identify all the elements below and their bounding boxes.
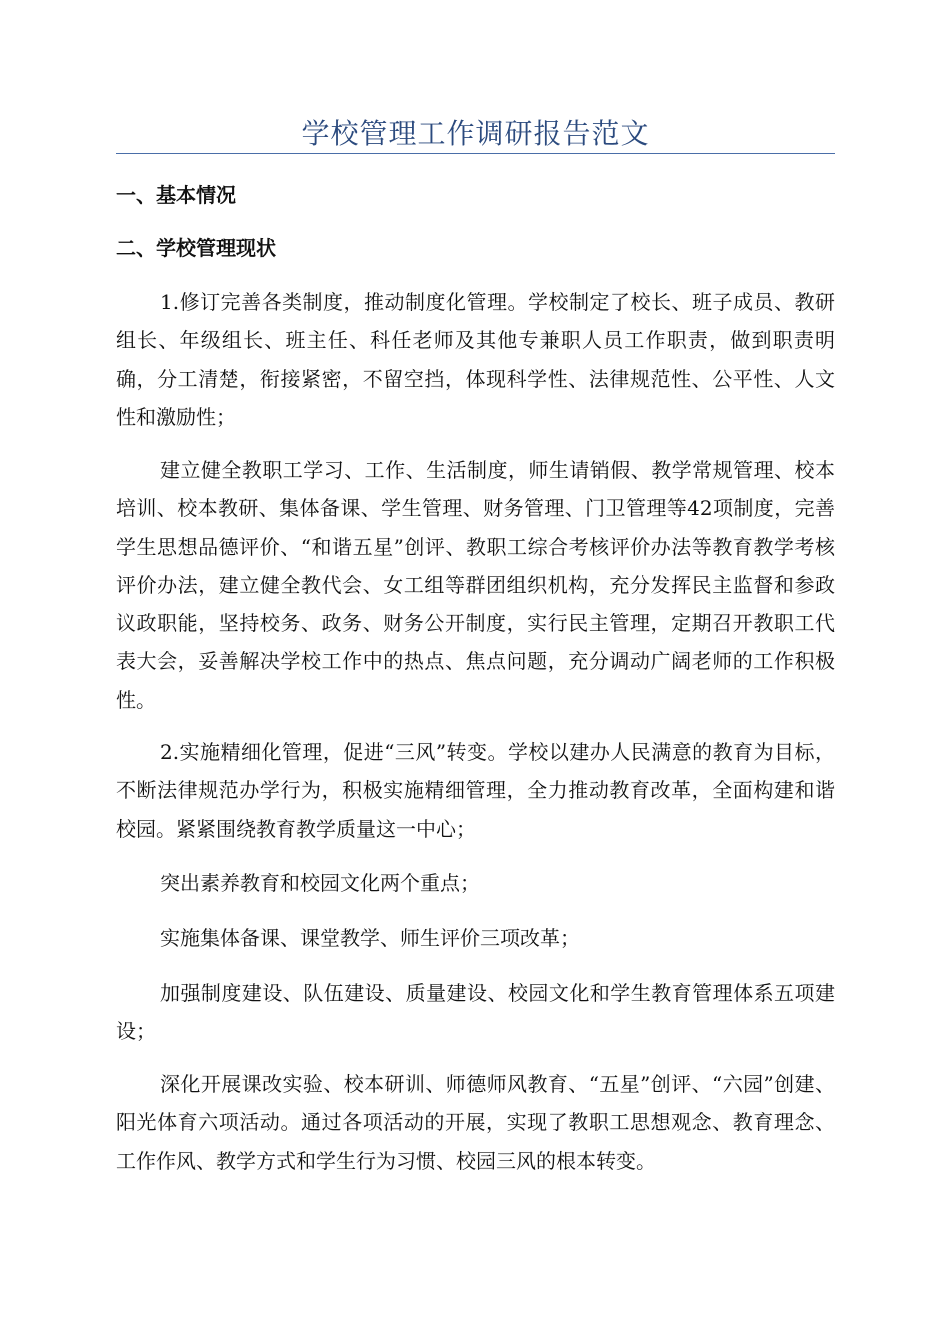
paragraph-2: 建立健全教职工学习、工作、生活制度，师生请销假、教学常规管理、校本培训、校本教研、集体备课、学生管理、财务管理、门卫管理等42项制度，完善学生思想品德评价、“和谐五星”创评、教职工综合考核评价办法等教育教学考核评价办法，建立健全教代会、女工组等群团组织机构，充分发挥民主监督和参政议政职能，坚持校务、政务、财务公开制度，实行民主管理，定期召开教职工代表大会，妥善解决学校工作中的热点、焦点问题，充分调动广阔老师的工作积极性。 xyxy=(116,458,835,712)
paragraph-7: 深化开展课改实验、校本研训、师德师风教育、“五星”创评、“六园”创建、阳光体育六项活动。通过各项活动的开展，实现了教职工思想观念、教育理念、工作作风、教学方式和学生行为习惯、校园三风的根本转变。 xyxy=(116,1072,835,1173)
paragraph-6: 加强制度建设、队伍建设、质量建设、校园文化和学生教育管理体系五项建设； xyxy=(116,981,835,1044)
section-heading-basic-situation: 一、基本情况 xyxy=(116,183,236,207)
title-divider xyxy=(116,153,835,154)
paragraph-3: 2.实施精细化管理，促进“三风”转变。学校以建办人民满意的教育为目标，不断法律规范办学行为，积极实施精细管理，全力推动教育改革，全面构建和谐校园。紧紧围绕教育教学质量这一中心； xyxy=(116,740,835,841)
paragraph-5: 实施集体备课、课堂教学、师生评价三项改革； xyxy=(160,926,580,950)
document-title: 学校管理工作调研报告范文 xyxy=(301,117,650,150)
paragraph-4: 突出素养教育和校园文化两个重点； xyxy=(160,871,480,895)
section-heading-management-status: 二、学校管理现状 xyxy=(116,236,276,260)
paragraph-1: 1.修订完善各类制度，推动制度化管理。学校制定了校长、班子成员、教研组长、年级组长、班主任、科任老师及其他专兼职人员工作职责，做到职责明确，分工清楚，衔接紧密，不留空挡，体现科学性、法律规范性、公平性、人文性和激励性； xyxy=(116,290,835,429)
